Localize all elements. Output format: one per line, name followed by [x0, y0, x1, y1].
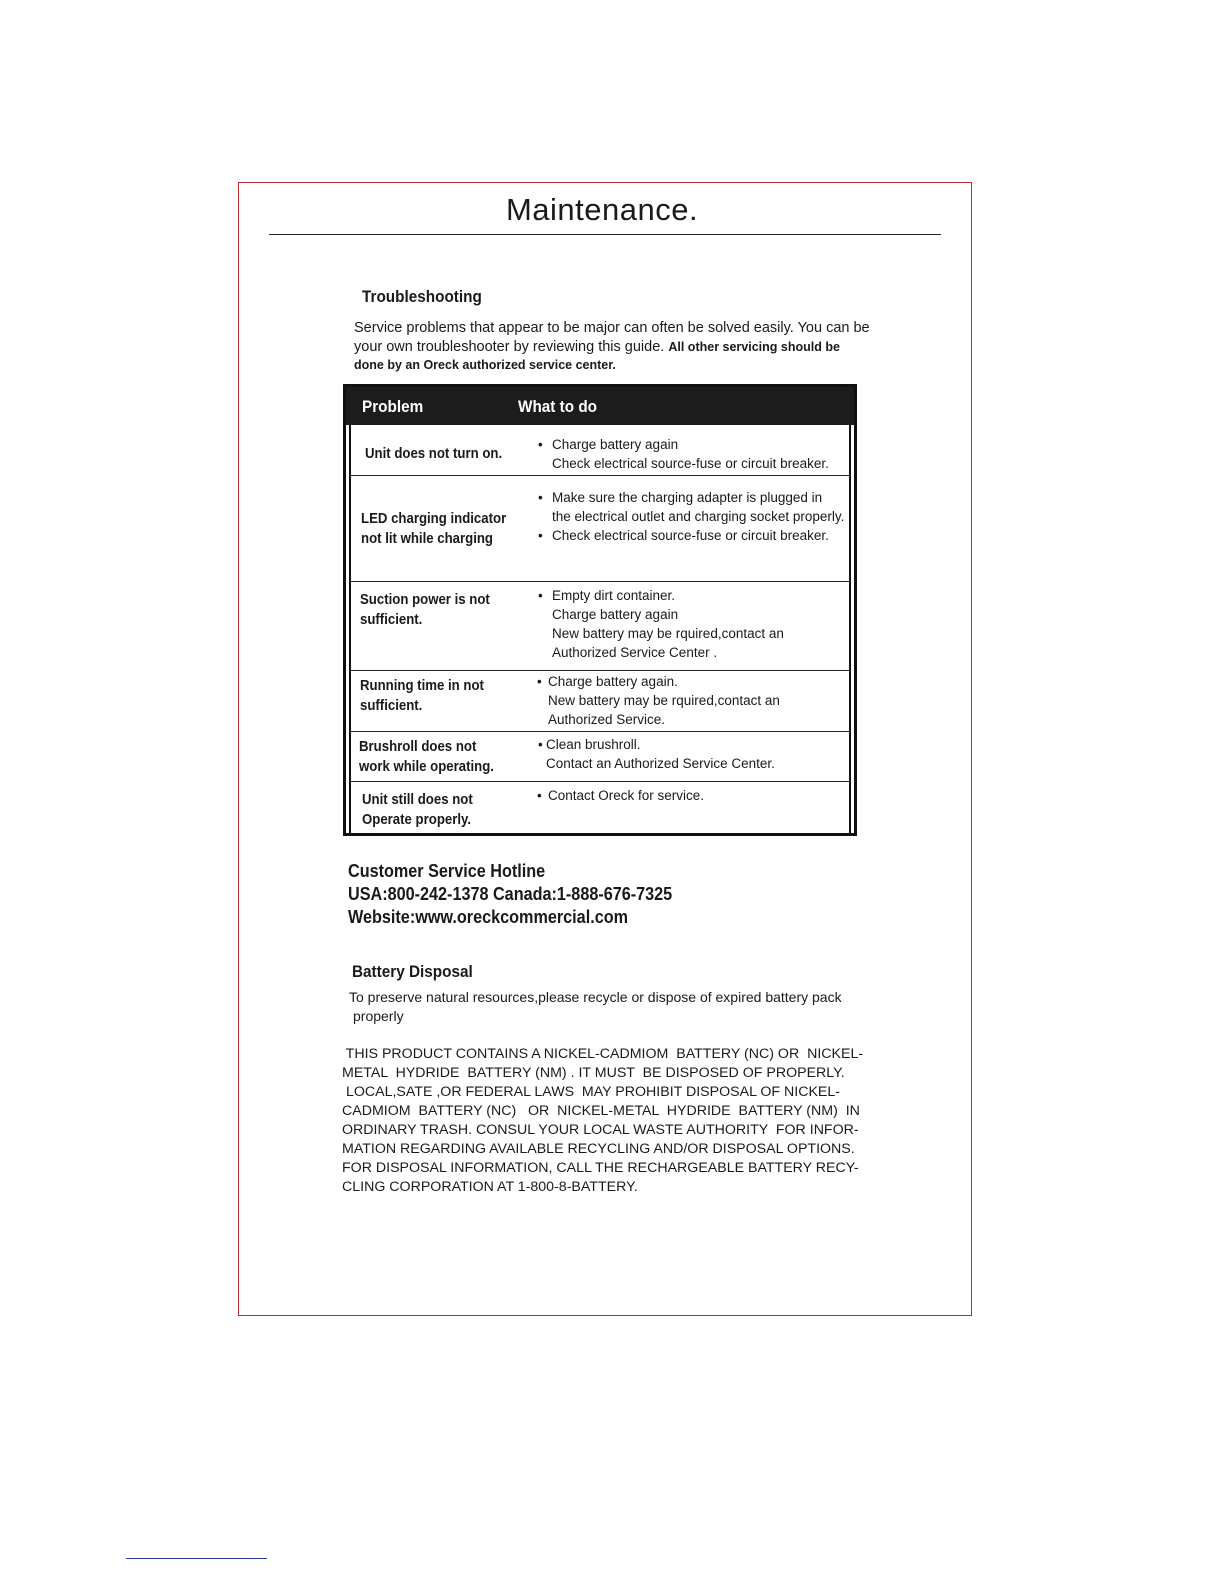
disposal-line-1: To preserve natural resources,please recycle or dispose of expired battery pack: [349, 989, 842, 1005]
problem-line: Unit still does not: [362, 791, 473, 808]
action-line: Check electrical source-fuse or circuit breaker.: [552, 456, 829, 471]
action-line: Authorized Service Center .: [552, 645, 718, 660]
troubleshooting-heading: Troubleshooting: [362, 287, 482, 306]
troubleshooting-intro: [354, 319, 894, 374]
row-problem: [361, 509, 506, 549]
row-problem: [360, 590, 490, 630]
hotline-website: Website:www.oreckcommercial.com: [348, 907, 629, 927]
table-row: [351, 581, 849, 671]
battery-disposal-heading: Battery Disposal: [352, 962, 473, 981]
table-row: [351, 731, 849, 782]
notice-line: ORDINARY TRASH. CONSUL YOUR LOCAL WASTE AUTHORITY FOR INFOR-: [342, 1122, 859, 1138]
action-line: Clean brushroll.: [546, 737, 641, 752]
action-line: the electrical outlet and charging socket properly.: [552, 509, 845, 524]
table-header: [346, 387, 854, 425]
action-line: Contact Oreck for service.: [548, 788, 705, 803]
header-what-to-do: What to do: [518, 397, 598, 416]
row-problem: [359, 737, 494, 777]
table-row: [351, 670, 849, 732]
notice-line: METAL HYDRIDE BATTERY (NM) . IT MUST BE DISPOSED OF PROPERLY.: [342, 1065, 845, 1081]
bullet: •: [538, 737, 543, 752]
intro-bold-1: All other servicing should be: [668, 340, 840, 354]
intro-line-1: Service problems that appear to be major can often be solved easily. You can be: [354, 320, 870, 336]
action-line: Check electrical source-fuse or circuit breaker.: [552, 528, 829, 543]
row-action: [538, 488, 845, 545]
notice-line: MATION REGARDING AVAILABLE RECYCLING AND/OR DISPOSAL OPTIONS.: [342, 1141, 855, 1157]
row-problem: [360, 676, 484, 716]
row-action: [538, 735, 775, 773]
problem-line: Suction power is not: [360, 591, 490, 608]
table-row: [351, 781, 849, 833]
action-line: New battery may be rquired,contact an: [548, 693, 780, 708]
intro-line-2: [354, 338, 894, 357]
row-problem: [362, 790, 473, 830]
bullet: •: [538, 490, 543, 505]
title-divider: [269, 234, 941, 235]
action-line: Charge battery again: [552, 437, 679, 452]
row-action: [538, 435, 829, 473]
notice-line: CADMIOM BATTERY (NC) OR NICKEL-METAL HYDRIDE BATTERY (NM) IN: [342, 1103, 860, 1119]
action-line: Charge battery again: [552, 607, 679, 622]
row-action: [538, 586, 784, 662]
problem-line: Operate properly.: [362, 811, 472, 828]
action-line: Charge battery again.: [548, 674, 678, 689]
table-row: [351, 475, 849, 582]
problem-line: Brushroll does not: [359, 738, 477, 755]
header-problem: Problem: [362, 397, 424, 416]
problem-line: Running time in not: [360, 677, 484, 694]
intro-bold-2: done by an Oreck authorized service center.: [354, 358, 616, 372]
notice-line: THIS PRODUCT CONTAINS A NICKEL-CADMIOM BATTERY (NC) OR NICKEL-: [342, 1046, 864, 1062]
problem-line: work while operating.: [359, 758, 494, 775]
table-row: [351, 425, 849, 475]
table-body: [349, 425, 851, 833]
battery-disposal-text: [349, 988, 889, 1026]
action-line: Empty dirt container.: [552, 588, 676, 603]
notice-line: LOCAL,SATE ,OR FEDERAL LAWS MAY PROHIBIT DISPOSAL OF NICKEL-: [342, 1084, 840, 1100]
customer-service-hotline: [348, 860, 672, 929]
notice-line: CLING CORPORATION AT 1-800-8-BATTERY.: [342, 1179, 638, 1195]
footer-rule: [126, 1558, 267, 1559]
action-line: Authorized Service.: [548, 712, 666, 727]
bullet: •: [537, 788, 542, 803]
row-problem: [365, 444, 502, 464]
hotline-phones: USA:800-242-1378 Canada:1-888-676-7325: [348, 884, 673, 904]
problem-line: LED charging indicator: [361, 510, 507, 527]
intro-line-2-text: your own troubleshooter by reviewing this guide.: [354, 339, 665, 355]
page-title: Maintenance.: [505, 192, 699, 227]
problem-line: sufficient.: [360, 697, 423, 714]
problem-line: Unit does not turn on.: [365, 445, 503, 462]
action-line: New battery may be rquired,contact an: [552, 626, 784, 641]
bullet: •: [538, 437, 543, 452]
action-line: Make sure the charging adapter is plugged in: [552, 490, 823, 505]
action-line: Contact an Authorized Service Center.: [546, 756, 775, 771]
notice-line: FOR DISPOSAL INFORMATION, CALL THE RECHARGEABLE BATTERY RECY-: [342, 1160, 859, 1176]
problem-line: not lit while charging: [361, 530, 493, 547]
bullet: •: [538, 588, 543, 603]
problem-line: sufficient.: [360, 611, 423, 628]
troubleshooting-table: [343, 384, 857, 836]
disposal-line-2: properly: [353, 1008, 404, 1024]
row-action: [537, 786, 705, 805]
row-action: [537, 672, 780, 729]
bullet: •: [538, 528, 543, 543]
hotline-title: Customer Service Hotline: [348, 861, 546, 881]
bullet: •: [537, 674, 542, 689]
disposal-notice: [342, 1045, 882, 1197]
